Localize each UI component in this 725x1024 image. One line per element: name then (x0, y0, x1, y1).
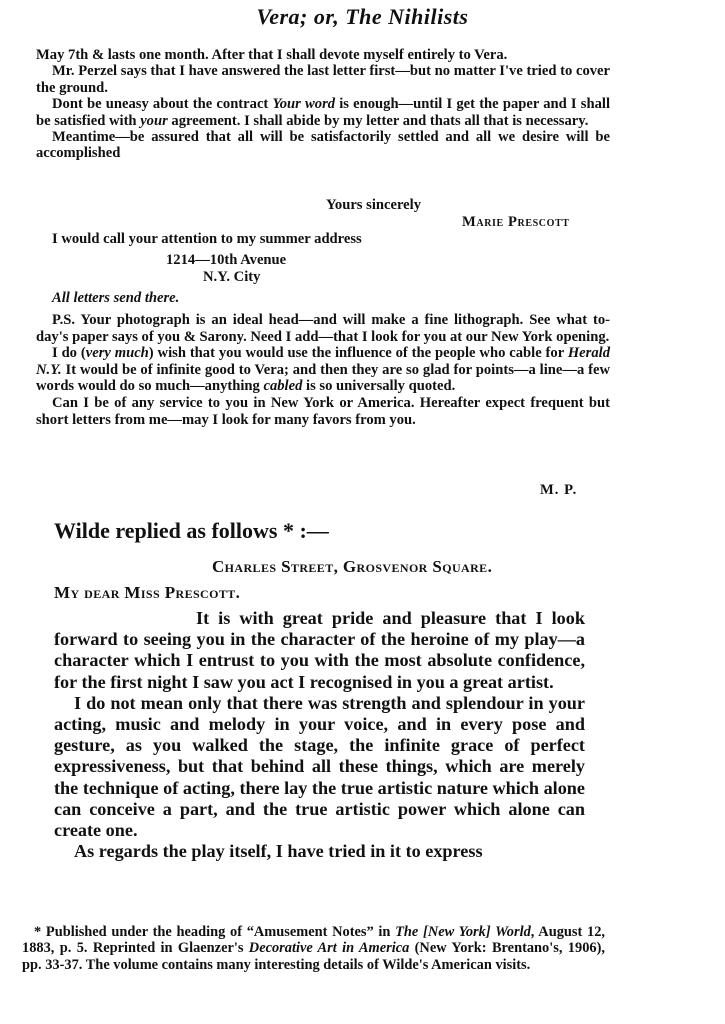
postscript-paragraph (36, 345, 610, 395)
text-run: is so universally quoted. (302, 378, 456, 395)
postscript-paragraph: P.S. Your photograph is an ideal head—and will make a fine lithograph. See what to-day's paper says of you & Sarony. Need I add—that I look for you at our New York opening. (36, 312, 610, 345)
text-run: * Published under the heading of “Amusement Notes” in (34, 924, 396, 940)
reply-paragraph: It is with great pride and pleasure that I look forward to seeing you in the character of the heroine of my play—a character which I entrust to you with the most absolute confidence, for the first night I saw you act I recognised in you a great artist. (54, 608, 585, 692)
italic-run: Herald N.Y. (36, 345, 610, 378)
italic-run: cabled (263, 378, 303, 395)
footnote (22, 924, 605, 973)
reply-paragraph: As regards the play itself, I have tried in it to express (74, 841, 483, 862)
italic-run: your (140, 112, 168, 129)
italic-run: Your word (272, 96, 336, 113)
letter-paragraph: Mr. Perzel says that I have answered the last letter first—but no matter I've tried to cover the ground. (36, 63, 610, 96)
letter-signature: Marie Prescott (462, 214, 570, 230)
reply-salutation: My dear Miss Prescott. (54, 583, 241, 602)
text-run: (New York: Brentano's, 1906), pp. 33-37. The volume contains many interesting details of Wilde's American visits. (22, 940, 605, 973)
reply-address: Charles Street, Grosvenor Square. (212, 557, 493, 576)
italic-run: very much (85, 345, 149, 362)
text-run: ) wish that you would use the influence of the people who cable for (148, 345, 568, 362)
footnote-paragraph (22, 924, 605, 973)
letter-paragraph: May 7th & lasts one month. After that I shall devote myself entirely to Vera. (36, 47, 508, 63)
running-header: Vera; or, The Nihilists (256, 4, 469, 29)
text-run: It would be of infinite good to Vera; and then they are so glad for points—a line—a few words would do so much—anything (36, 361, 610, 395)
text-run: is enough—until I get the paper and I shall be satisfied with (36, 96, 610, 129)
text-run: agreement. I shall abide by my letter and thats all that is necessary. (167, 112, 589, 129)
prescott-letter-body (36, 47, 610, 162)
text-run: I do ( (52, 345, 86, 362)
text-run: , August 12, 1883, p. 5. Reprinted in Glaenzer's (22, 924, 605, 957)
italic-run: The [New York] World (395, 924, 531, 940)
reply-paragraph: I do not mean only that there was strength and splendour in your acting, music and melody in your voice, and in every pose and gesture, as you walked the stage, the infinite grace of perfect expressiveness, but that behind all these things, which are merely the technique of acting, there lay the true artistic nature which alone can conceive a part, and the true artistic power which alone can create one. (54, 692, 585, 841)
italic-run: Decorative Art in America (248, 940, 410, 957)
address-line: N.Y. City (203, 269, 261, 285)
postscript-initials: M. P. (540, 482, 578, 498)
postscript (36, 312, 610, 428)
section-heading: Wilde replied as follows * :— (54, 518, 329, 543)
postscript-paragraph: Can I be of any service to you in New York or America. Hereafter expect frequent but short letters from me—may I look for many favors from you. (36, 394, 610, 428)
text-run: Dont be uneasy about the contract (52, 96, 273, 113)
address-line: 1214—10th Avenue (166, 252, 287, 268)
send-note: All letters send there. (52, 290, 180, 306)
letter-closing: Yours sincerely (326, 197, 421, 213)
letter-paragraph: Meantime—be assured that all will be satisfactorily settled and all we desire will be accomplished (36, 129, 610, 162)
wilde-letter-body (54, 608, 585, 862)
letter-paragraph (36, 96, 610, 129)
address-note: I would call your attention to my summer address (52, 231, 362, 247)
